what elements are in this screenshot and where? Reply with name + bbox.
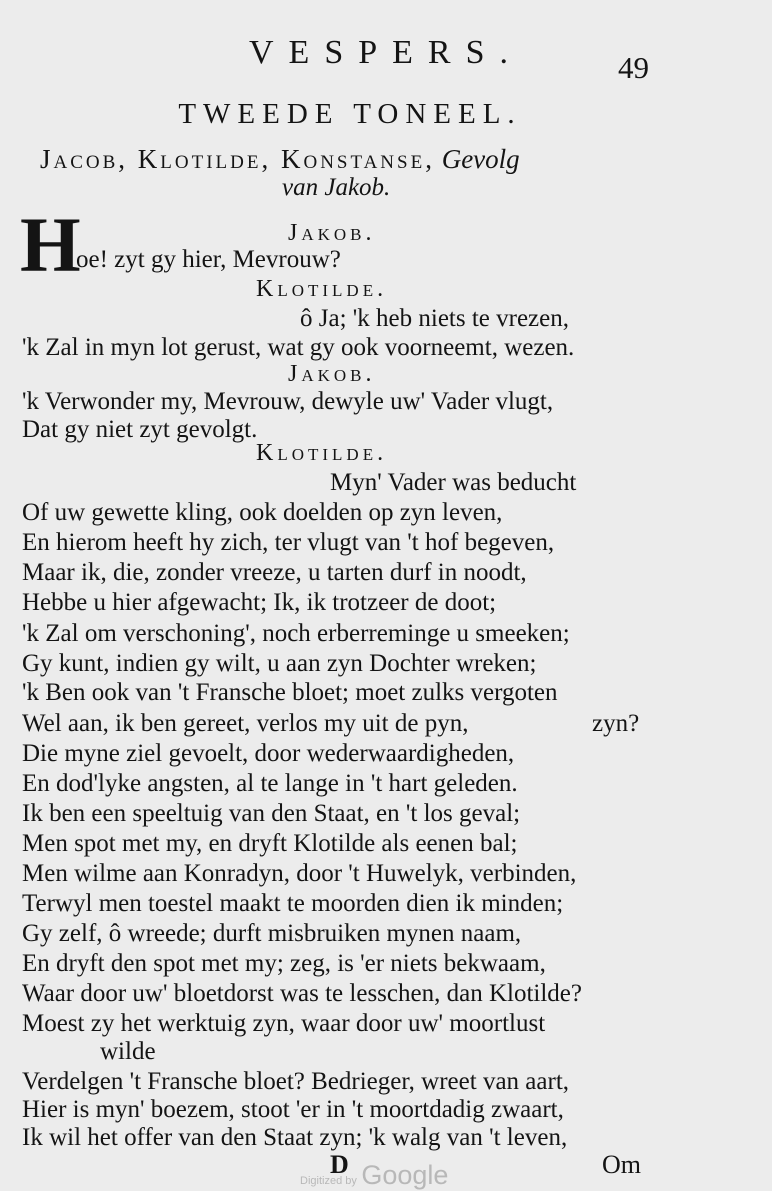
cast-list bbox=[40, 144, 660, 175]
verse-line: ô Ja; 'k heb niets te vrezen, bbox=[300, 305, 569, 332]
speaker-jakob: Jakob. bbox=[288, 361, 376, 387]
verse-line: Waar door uw' bloetdorst was te lesschen, dan Klotilde? bbox=[22, 980, 582, 1007]
verse-line: Men wilme aan Konradyn, door 't Huwelyk, verbinden, bbox=[22, 860, 577, 887]
speaker-klotilde: Klotilde. bbox=[256, 440, 388, 466]
verse-line: Verdelgen 't Fransche bloet? Bedrieger, wreet van aart, bbox=[22, 1068, 570, 1095]
verse-line-turnover: wilde bbox=[100, 1038, 156, 1065]
digitized-by-label: Digitized by bbox=[300, 1175, 357, 1187]
drop-cap: H bbox=[20, 201, 81, 288]
verse-line: oe! zyt gy hier, Mevrouw? bbox=[76, 246, 341, 273]
verse-line: 'k Zal in myn lot gerust, wat gy ook voorneemt, wezen. bbox=[22, 334, 575, 361]
verse-line: Wel aan, ik ben gereet, verlos my uit de pyn, bbox=[22, 710, 469, 737]
verse-line: Hier is myn' boezem, stoot 'er in 't moortdadig zwaart, bbox=[22, 1096, 564, 1123]
verse-line: En dryft den spot met my; zeg, is 'er niets bekwaam, bbox=[22, 950, 546, 977]
cast-retinue: Gevolg bbox=[441, 144, 520, 174]
cast-names: Jacob, Klotilde, Konstanse, bbox=[40, 144, 435, 174]
verse-line: Dat gy niet zyt gevolgt. bbox=[22, 416, 258, 443]
verse-line: Moest zy het werktuig zyn, waar door uw' moortlust bbox=[22, 1010, 546, 1037]
verse-line: Men spot met my, en dryft Klotilde als eenen bal; bbox=[22, 830, 518, 857]
speaker-klotilde: Klotilde. bbox=[256, 276, 388, 302]
verse-line: Hebbe u hier afgewacht; Ik, ik trotzeer de doot; bbox=[22, 589, 497, 616]
google-logo: Google bbox=[361, 1160, 449, 1190]
verse-line-turnover: zyn? bbox=[592, 710, 640, 737]
verse-line: Myn' Vader was beducht bbox=[330, 469, 577, 496]
verse-line: Maar ik, die, zonder vreeze, u tarten durf in noodt, bbox=[22, 559, 527, 586]
verse-line: Terwyl men toestel maakt te moorden dien ik minden; bbox=[22, 890, 564, 917]
verse-line: En dod'lyke angsten, al te lange in 't hart geleden. bbox=[22, 770, 518, 797]
running-head: VESPERS. bbox=[249, 34, 523, 71]
verse-line: 'k Verwonder my, Mevrouw, dewyle uw' Vader vlugt, bbox=[22, 388, 554, 415]
verse-line: Ik wil het offer van den Staat zyn; 'k walg van 't leven, bbox=[22, 1124, 568, 1151]
digitized-watermark bbox=[300, 1160, 500, 1191]
verse-line: 'k Zal om verschoning', noch erberreminge u smeeken; bbox=[22, 620, 570, 647]
speaker-jakob: Jakob. bbox=[288, 220, 376, 246]
verse-line: 'k Ben ook van 't Fransche bloet; moet zulks vergoten bbox=[22, 679, 558, 706]
verse-line: Gy kunt, indien gy wilt, u aan zyn Dochter wreken; bbox=[22, 650, 537, 677]
signature-mark: D bbox=[330, 1150, 349, 1179]
verse-line: Die myne ziel gevoelt, door wederwaardigheden, bbox=[22, 740, 515, 767]
verse-line: Gy zelf, ô wreede; durft misbruiken mynen naam, bbox=[22, 920, 522, 947]
catchword: Om bbox=[602, 1150, 641, 1179]
verse-line: Of uw gewette kling, ook doelden op zyn leven, bbox=[22, 499, 503, 526]
scene-title: TWEEDE TONEEL. bbox=[178, 98, 522, 130]
cast-list-continued: van Jakob. bbox=[282, 174, 391, 201]
verse-line: Ik ben een speeltuig van den Staat, en 't los geval; bbox=[22, 800, 521, 827]
page-number: 49 bbox=[618, 50, 649, 85]
verse-line: En hierom heeft hy zich, ter vlugt van 't hof begeven, bbox=[22, 529, 555, 556]
